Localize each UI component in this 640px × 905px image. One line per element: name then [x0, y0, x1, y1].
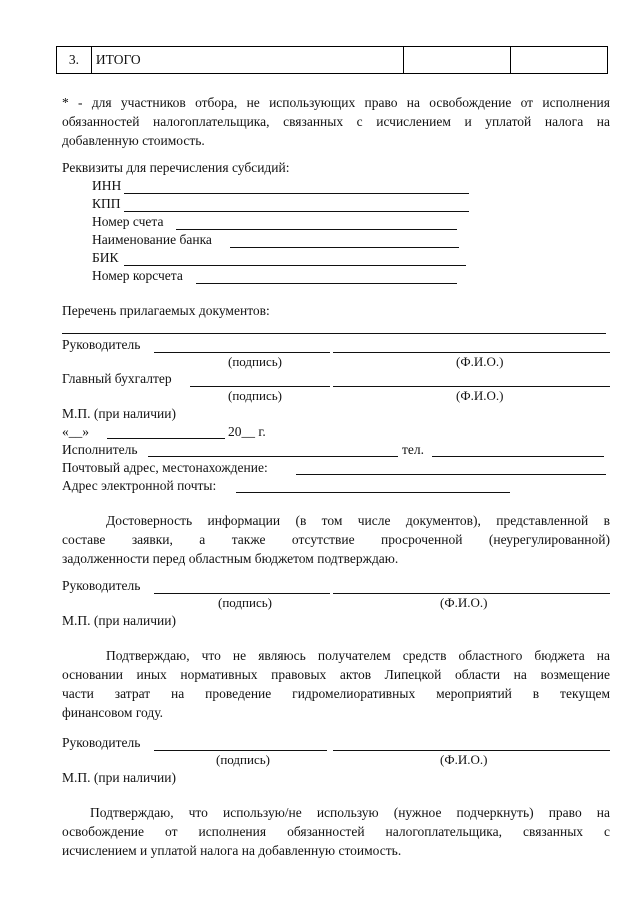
inn-field[interactable] — [124, 193, 469, 194]
kpp-field[interactable] — [124, 211, 469, 212]
head-sign-field-3[interactable] — [154, 750, 327, 751]
seal-label: М.П. (при наличии) — [62, 613, 176, 628]
sign-caption: (подпись) — [216, 752, 270, 767]
email-field[interactable] — [236, 492, 510, 493]
paragraph-line: Достоверность информации (в том числе документов), представленной в — [106, 513, 610, 528]
head-label: Руководитель — [62, 735, 141, 750]
confirm-debt-paragraph — [62, 511, 610, 568]
phone-field[interactable] — [432, 456, 604, 457]
paragraph-line: задолженности перед областным бюджетом подтверждаю. — [62, 551, 399, 566]
bik-label: БИК — [92, 250, 119, 265]
confirm-not-recipient-paragraph — [62, 646, 610, 722]
empty-cell-1 — [404, 47, 512, 73]
executor-label: Исполнитель — [62, 442, 138, 457]
address-field[interactable] — [296, 474, 606, 475]
kpp-label: КПП — [92, 196, 121, 211]
paragraph-line: основании иных нормативных правовых актов Липецкой области на возмещение — [62, 667, 610, 682]
paragraph-line: финансовом году. — [62, 705, 164, 720]
accountant-label: Главный бухгалтер — [62, 371, 172, 386]
head-sign-field-2[interactable] — [154, 593, 330, 594]
paragraph-line: части затрат на проведение гидромелиоративных мероприятий в текущем — [62, 686, 610, 701]
paragraph-line: исчислением и уплатой налога на добавленную стоимость. — [62, 843, 402, 858]
sign-caption: (подпись) — [218, 595, 272, 610]
accountant-sign-field[interactable] — [190, 386, 330, 387]
corr-field[interactable] — [196, 283, 457, 284]
corr-label: Номер корсчета — [92, 268, 183, 283]
fio-caption: (Ф.И.О.) — [440, 595, 488, 610]
head-label: Руководитель — [62, 337, 141, 352]
footnote — [62, 93, 610, 150]
head-fio-field-3[interactable] — [333, 750, 610, 751]
row-number-cell — [57, 47, 92, 73]
fio-caption: (Ф.И.О.) — [456, 388, 504, 403]
paragraph-line: составе заявки, а также отсутствие просроченной (неурегулированной) — [62, 532, 610, 547]
docs-field[interactable] — [62, 333, 606, 334]
row-number: 3. — [68, 52, 79, 67]
fio-caption: (Ф.И.О.) — [456, 354, 504, 369]
paragraph-line: освобождение от исполнения обязанностей налогоплательщика, связанных с — [62, 824, 610, 839]
executor-field[interactable] — [148, 456, 398, 457]
date-year: 20__ г. — [228, 424, 266, 439]
bik-field[interactable] — [124, 265, 466, 266]
bank-label: Наименование банка — [92, 232, 212, 247]
head-fio-field[interactable] — [333, 352, 610, 353]
seal-label: М.П. (при наличии) — [62, 770, 176, 785]
fio-caption: (Ф.И.О.) — [440, 752, 488, 767]
paragraph-line: Подтверждаю, что не являюсь получателем средств областного бюджета на — [106, 648, 610, 663]
totals-table — [56, 46, 608, 74]
footnote-line: добавленную стоимость. — [62, 133, 205, 148]
paragraph-line: Подтверждаю, что использую/не использую (нужное подчеркнуть) право на — [90, 805, 610, 820]
phone-label: тел. — [402, 442, 425, 457]
requisites-heading: Реквизиты для перечисления субсидий: — [62, 160, 290, 175]
head-sign-field[interactable] — [154, 352, 330, 353]
docs-heading: Перечень прилагаемых документов: — [62, 303, 270, 318]
head-fio-field-2[interactable] — [333, 593, 610, 594]
inn-label: ИНН — [92, 178, 122, 193]
date-day: «__» — [62, 424, 89, 439]
account-field[interactable] — [176, 229, 457, 230]
date-month-field[interactable] — [107, 438, 225, 439]
seal-label: М.П. (при наличии) — [62, 406, 176, 421]
account-label: Номер счета — [92, 214, 164, 229]
sign-caption: (подпись) — [228, 388, 282, 403]
head-label: Руководитель — [62, 578, 141, 593]
bank-field[interactable] — [230, 247, 459, 248]
address-label: Почтовый адрес, местонахождение: — [62, 460, 268, 475]
sign-caption: (подпись) — [228, 354, 282, 369]
accountant-fio-field[interactable] — [333, 386, 610, 387]
email-label: Адрес электронной почты: — [62, 478, 217, 493]
row-label-cell — [92, 47, 404, 73]
footnote-line: * - для участников отбора, не использующих право на освобождение от исполнения — [62, 95, 610, 110]
row-label: ИТОГО — [95, 52, 141, 67]
footnote-line: обязанностей налогоплательщика, связанных с исчислением и уплатой налога на — [62, 114, 610, 129]
confirm-vat-paragraph — [62, 803, 610, 860]
empty-cell-2 — [511, 47, 607, 73]
